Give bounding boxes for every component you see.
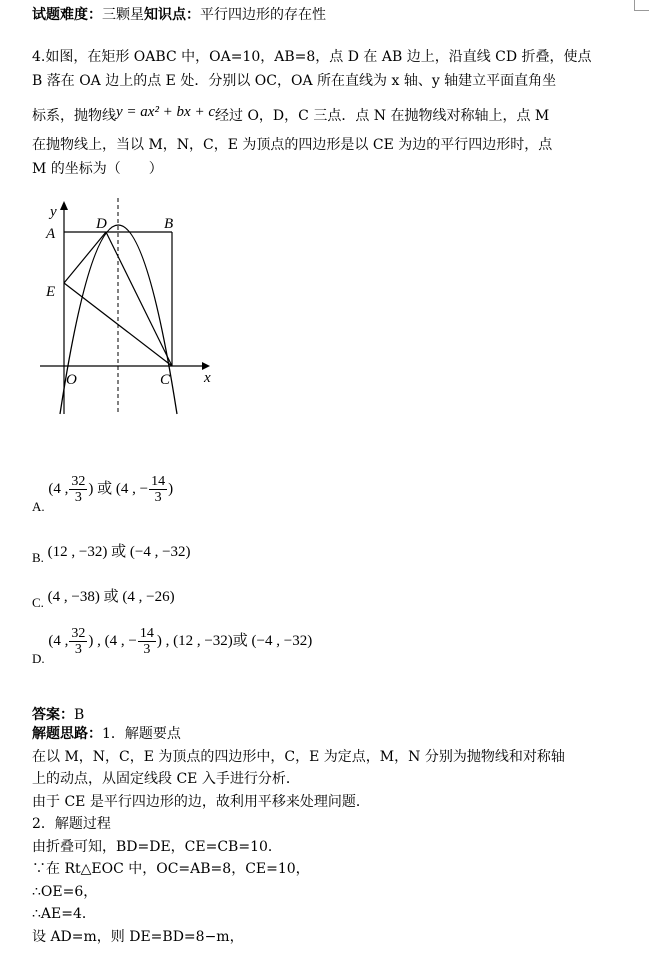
- option-A-fraction-2: [149, 474, 167, 505]
- header-line: [32, 6, 326, 24]
- label-E: E: [46, 284, 56, 300]
- option-C-letter: C.: [32, 595, 44, 610]
- solution-line-1: 在以 M，N，C，E 为顶点的四边形中，C，E 为定点，M，N 分别为抛物线和对称轴: [32, 749, 565, 765]
- option-A-frac1-num: 32: [71, 474, 86, 489]
- solution-header: [32, 725, 181, 743]
- question-line-5: M 的坐标为（ ）: [32, 161, 163, 177]
- option-D-frac1-den: 3: [74, 642, 82, 657]
- solution-line-6: ∴OE=6，: [32, 884, 98, 900]
- label-B: B: [164, 216, 174, 232]
- option-D-part-2: ) , (4 , −: [88, 632, 137, 649]
- option-C: [32, 585, 175, 610]
- option-A-frac2-den: 3: [154, 490, 162, 505]
- option-A-frac1-den: 3: [74, 490, 82, 505]
- label-x: x: [204, 370, 211, 386]
- geometry-figure: [36, 196, 216, 421]
- answer-label: 答案：: [32, 707, 74, 723]
- option-C-text: (4 , −38) 或 (4 , −26): [47, 589, 175, 605]
- solution-line-2: 上的动点，从固定线段 CE 入手进行分析．: [32, 771, 300, 787]
- solution-line-5: ∵在 Rt△EOC 中，OC=AB=8，CE=10，: [32, 861, 310, 877]
- segment-ED: [64, 232, 106, 283]
- parabola-formula: y = ax² + bx + c: [116, 104, 215, 120]
- x-axis-arrow: [202, 362, 210, 370]
- label-C: C: [160, 372, 171, 388]
- option-B: [32, 540, 191, 565]
- knowledge-value: 平行四边形的存在性: [200, 7, 326, 23]
- question-line-3-post: 经过 O，D，C 三点．点 N 在抛物线对称轴上，点 M: [215, 108, 550, 124]
- option-D-part-3: ) , (12 , −32)或 (−4 , −32): [156, 632, 313, 649]
- question-line-1: 4.如图，在矩形 OABC 中，OA=10，AB=8，点 D 在 AB 边上，沿直线 CD 折叠，使点: [32, 49, 592, 65]
- option-D-frac2-num: 14: [139, 626, 154, 641]
- option-A-part-3: ): [168, 480, 174, 497]
- option-B-text: (12 , −32) 或 (−4 , −32): [47, 544, 191, 560]
- option-D-frac1-num: 32: [71, 626, 86, 641]
- solution-line-7: ∴AE=4．: [32, 906, 96, 922]
- label-D: D: [96, 216, 107, 232]
- page-corner-mark: [634, 0, 649, 11]
- option-D-part-1: (4 ,: [48, 632, 69, 649]
- answer-line: [32, 706, 84, 724]
- solution-step1-title: 1．解题要点: [102, 726, 181, 742]
- solution-label: 解题思路：: [32, 726, 102, 742]
- difficulty-label: 试题难度：: [32, 7, 102, 23]
- option-D-fraction-1: [69, 626, 87, 657]
- option-A-fraction-1: [69, 474, 87, 505]
- knowledge-label: 知识点：: [144, 7, 200, 23]
- segment-DC: [106, 232, 172, 366]
- solution-step2-title: 2．解题过程: [32, 816, 111, 832]
- y-axis-arrow: [60, 201, 68, 210]
- option-D-letter: D.: [32, 650, 45, 666]
- question-line-2: B 落在 OA 边上的点 E 处．分别以 OC，OA 所在直线为 x 轴、y 轴建立平面直角坐: [32, 73, 557, 89]
- option-A: [32, 474, 174, 514]
- label-A: A: [46, 226, 56, 242]
- label-O: O: [66, 372, 77, 388]
- option-A-part-1: (4 ,: [48, 480, 69, 497]
- option-A-part-2: ) 或 (4 , −: [88, 480, 149, 497]
- question-line-3-pre: 标系，抛物线: [32, 108, 116, 124]
- answer-value: B: [74, 707, 85, 723]
- question-line-4: 在抛物线上，当以 M，N，C，E 为顶点的四边形是以 CE 为边的平行四边形时，点: [32, 137, 553, 153]
- solution-line-3: 由于 CE 是平行四边形的边，故利用平移来处理问题．: [32, 794, 370, 810]
- solution-line-4: 由折叠可知，BD=DE，CE=CB=10．: [32, 839, 282, 855]
- option-A-frac2-num: 14: [151, 474, 166, 489]
- solution-line-8: 设 AD=m，则 DE=BD=8−m，: [32, 929, 244, 945]
- option-A-letter: A.: [32, 498, 45, 514]
- label-y: y: [50, 204, 57, 220]
- option-D: [32, 626, 313, 666]
- question-line-3: [32, 104, 550, 125]
- option-D-fraction-2: [138, 626, 156, 657]
- option-B-letter: B.: [32, 550, 44, 565]
- difficulty-value: 三颗星: [102, 7, 144, 23]
- option-D-frac2-den: 3: [143, 642, 151, 657]
